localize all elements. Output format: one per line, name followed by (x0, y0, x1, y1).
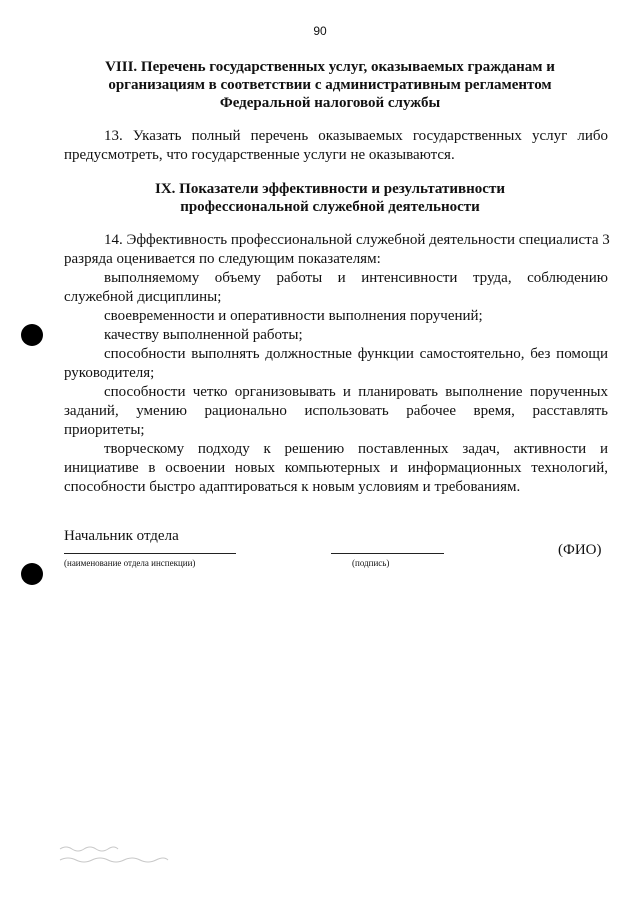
list-item: способности четко организовывать и планировать выполнение порученных (104, 384, 608, 400)
list-item: способности быстро адаптироваться к новым условиям и требованиям. (64, 479, 521, 495)
title-line: VIII. Перечень государственных услуг, оказываемых гражданам и (105, 59, 555, 75)
paragraph-line: предусмотреть, что государственные услуги не оказываются. (64, 147, 455, 163)
list-item: инициативе в освоении новых компьютерных и информационных технологий, (64, 460, 608, 476)
list-item: своевременности и оперативности выполнения поручений; (104, 308, 483, 324)
section-9-title (90, 180, 570, 216)
paragraph-13 (64, 127, 608, 165)
list-item: выполняемому объему работы и интенсивности труда, соблюдению (104, 270, 608, 286)
stamp-scribble (58, 843, 178, 865)
faint-stamp-mark (58, 843, 178, 868)
list-item: служебной дисциплины; (64, 289, 222, 305)
paragraph-14 (64, 231, 608, 497)
paragraph-line: 13. Указать полный перечень оказываемых государственных услуг либо (104, 128, 608, 144)
list-item: способности выполнять должностные функции самостоятельно, без помощи (104, 346, 608, 362)
list-item: качеству выполненной работы; (104, 327, 303, 343)
list-item: творческому подходу к решению поставленных задач, активности и (104, 441, 608, 457)
paragraph-line: 14. Эффективность профессиональной служебной деятельности специалиста 3 (104, 232, 610, 248)
punch-hole (21, 563, 43, 585)
list-item: заданий, умению рационально использовать рабочее время, расставлять (64, 403, 608, 419)
department-caption: (наименование отдела инспекции) (64, 558, 196, 568)
signature-line (331, 553, 444, 554)
title-line: профессиональной служебной деятельности (180, 199, 480, 215)
title-line: Федеральной налоговой службы (219, 95, 441, 111)
paragraph-line: разряда оценивается по следующим показателям: (64, 251, 381, 267)
title-line: организациям в соответствии с административным регламентом (108, 77, 552, 93)
section-8-title (90, 58, 570, 112)
list-item: приоритеты; (64, 422, 145, 438)
full-name-label: (ФИО) (558, 542, 602, 558)
department-signature-line (64, 553, 236, 554)
position-label: Начальник отдела (64, 528, 179, 544)
punch-hole (21, 324, 43, 346)
title-line: IX. Показатели эффективности и результативности (155, 181, 505, 197)
signature-caption: (подпись) (352, 558, 390, 568)
page-number: 90 (313, 24, 327, 38)
list-item: руководителя; (64, 365, 155, 381)
